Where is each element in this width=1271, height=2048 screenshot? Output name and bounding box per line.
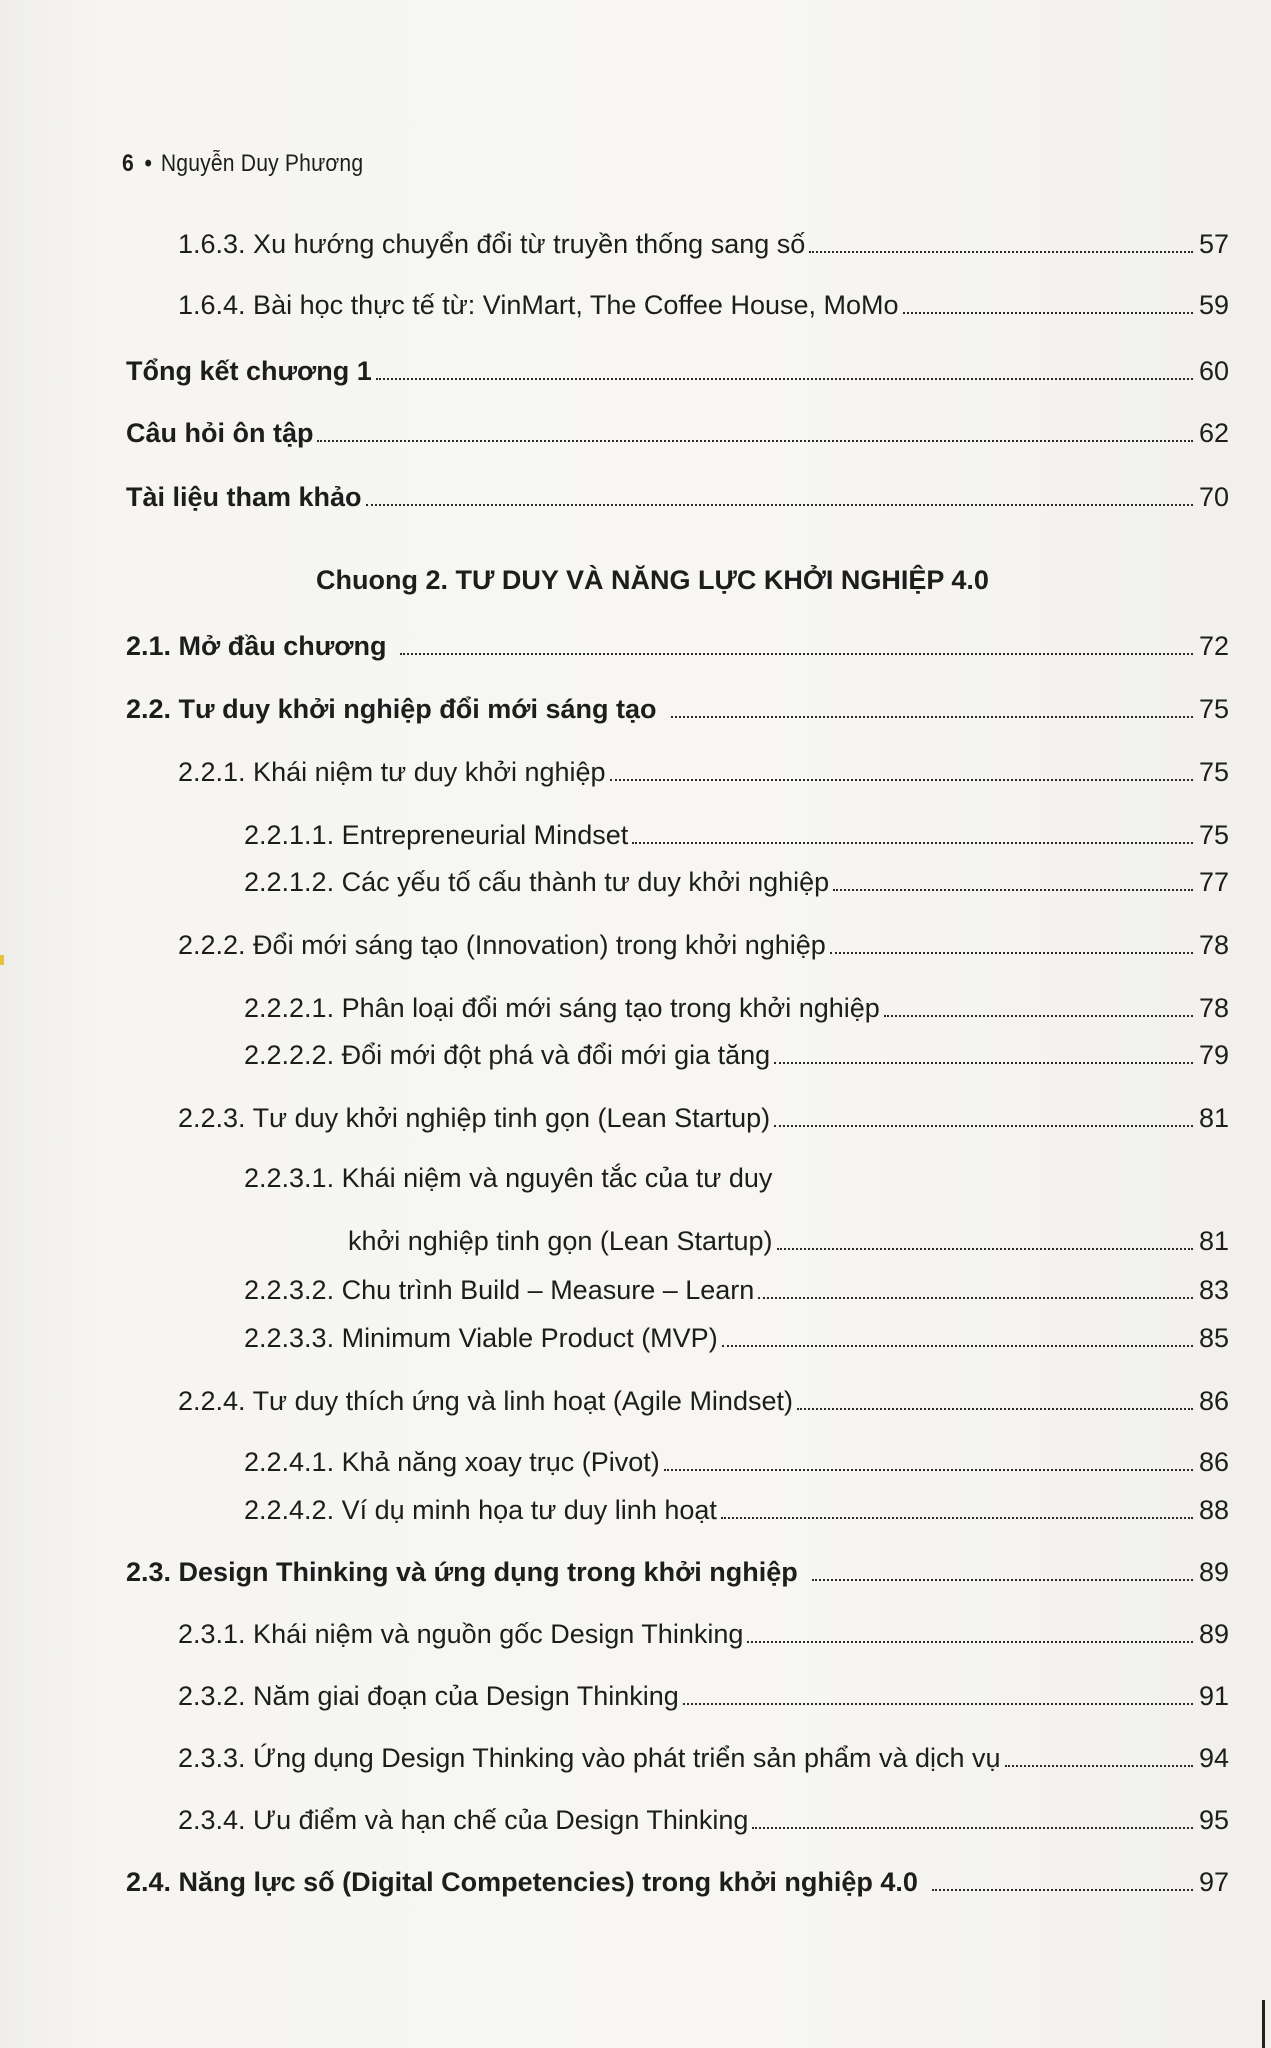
toc-entry: [244, 1160, 1229, 1196]
toc-entry: [178, 1100, 1229, 1136]
dot-leader: [884, 1014, 1193, 1017]
dot-leader: [752, 1826, 1193, 1829]
toc-entry-page: 62: [1198, 418, 1229, 448]
toc-entry-page: 91: [1198, 1681, 1229, 1711]
dot-leader: [400, 652, 1192, 655]
toc-entry-page: 75: [1198, 757, 1229, 787]
toc-entry-page: 94: [1198, 1743, 1229, 1773]
toc-entry-page: 85: [1198, 1323, 1229, 1353]
toc-entry: [244, 864, 1229, 900]
author-name: Nguyễn Duy Phương: [160, 150, 364, 177]
toc-entry-page: 86: [1198, 1386, 1229, 1416]
toc-entry-page: 89: [1198, 1557, 1229, 1587]
toc-entry-label: 2.2.1.1. Entrepreneurial Mindset: [244, 820, 629, 850]
toc-entry-page: 77: [1198, 867, 1229, 897]
toc-entry-label: 2.2.3. Tư duy khởi nghiệp tinh gọn (Lean Startup): [178, 1103, 771, 1133]
toc-entry-page: 86: [1198, 1447, 1229, 1477]
dot-leader: [809, 250, 1193, 253]
toc-entry: [126, 415, 1229, 451]
page-edge-mark: [1262, 2000, 1265, 2048]
toc-entry-label: 2.2.3.3. Minimum Viable Product (MVP): [244, 1323, 718, 1353]
toc-entry: [244, 1492, 1229, 1528]
toc-entry: [126, 1864, 1229, 1900]
toc-entry: [244, 1320, 1229, 1356]
toc-entry-label: 2.2.4.1. Khả năng xoay trục (Pivot): [244, 1447, 660, 1477]
toc-entry-label: 1.6.4. Bài học thực tế từ: VinMart, The Coffee House, MoMo: [178, 290, 899, 320]
toc-entry-page: 72: [1198, 631, 1229, 661]
toc-entry-label: khởi nghiệp tinh gọn (Lean Startup): [348, 1226, 773, 1256]
toc-entry: [178, 287, 1229, 323]
toc-entry: [126, 353, 1229, 389]
toc-entry-label: 2.2.2. Đổi mới sáng tạo (Innovation) trong khởi nghiệp: [178, 930, 826, 960]
toc-entry: [178, 1383, 1229, 1419]
toc-entry-label: 2.2.2.2. Đổi mới đột phá và đổi mới gia tăng: [244, 1040, 771, 1070]
toc-entry-label: 2.2.4. Tư duy thích ứng và linh hoạt (Agile Mindset): [178, 1386, 793, 1416]
toc-entry: [126, 1554, 1229, 1590]
dot-leader: [632, 841, 1193, 844]
toc-entry-page: 75: [1198, 820, 1229, 850]
toc-entry-label: 2.4. Năng lực số (Digital Competencies) trong khởi nghiệp 4.0: [126, 1867, 918, 1897]
toc-entry-page: 95: [1198, 1805, 1229, 1835]
toc-entry-label: 2.1. Mở đầu chương: [126, 631, 387, 661]
toc-entry-page: 75: [1198, 694, 1229, 724]
dot-leader: [671, 715, 1193, 718]
toc-entry-label: 2.2.1.2. Các yếu tố cấu thành tư duy khởi nghiệp: [244, 867, 830, 897]
toc-entry: [244, 1272, 1229, 1308]
toc-entry-page: 59: [1198, 290, 1229, 320]
dot-leader: [932, 1888, 1193, 1891]
page-number: 6: [122, 150, 134, 177]
dot-leader: [747, 1640, 1193, 1643]
chapter-heading-text: Chuong 2. TƯ DUY VÀ NĂNG LỰC KHỞI NGHIỆP 4.0: [316, 565, 989, 595]
toc-entry-page: 81: [1198, 1103, 1229, 1133]
toc-entry: [178, 1616, 1229, 1652]
toc-entry: [244, 1444, 1229, 1480]
toc-entry-label: Câu hỏi ôn tập: [126, 418, 314, 448]
toc-entry: [126, 628, 1229, 664]
toc-entry-label: 2.3.4. Ưu điểm và hạn chế của Design Thinking: [178, 1805, 749, 1835]
dot-leader: [1005, 1764, 1193, 1767]
dot-leader: [797, 1407, 1193, 1410]
toc-entry: [178, 1740, 1229, 1776]
dot-leader: [722, 1344, 1193, 1347]
dot-leader: [833, 888, 1193, 891]
dot-leader: [774, 1061, 1193, 1064]
dot-leader: [721, 1516, 1193, 1519]
dot-leader: [777, 1247, 1193, 1250]
toc-entry: [244, 990, 1229, 1026]
toc-entry-page: 97: [1198, 1867, 1229, 1897]
toc-entry: [178, 1802, 1229, 1838]
dot-leader: [317, 439, 1192, 442]
toc-entry-label: 2.3.1. Khái niệm và nguồn gốc Design Thinking: [178, 1619, 744, 1649]
toc-entry-label: 2.2.3.1. Khái niệm và nguyên tắc của tư duy: [244, 1163, 773, 1193]
toc-entry-page: 81: [1198, 1226, 1229, 1256]
toc-entry: [126, 479, 1229, 515]
toc-entry-label: 2.2.2.1. Phân loại đổi mới sáng tạo trong khởi nghiệp: [244, 993, 880, 1023]
toc-entry-page: 89: [1198, 1619, 1229, 1649]
toc-entry-label: 2.3. Design Thinking và ứng dụng trong khởi nghiệp: [126, 1557, 798, 1587]
toc-entry-label: 2.2.1. Khái niệm tư duy khởi nghiệp: [178, 757, 606, 787]
dot-leader: [664, 1468, 1193, 1471]
toc-entry-label: Tổng kết chương 1: [126, 356, 372, 386]
dot-leader: [610, 778, 1193, 781]
toc-entry: [178, 1678, 1229, 1714]
toc-entry: [126, 691, 1229, 727]
chapter-heading: [0, 562, 1271, 598]
toc-entry-page: 70: [1198, 482, 1229, 512]
toc-entry-label: 2.3.2. Năm giai đoạn của Design Thinking: [178, 1681, 679, 1711]
toc-entry-page: 78: [1198, 993, 1229, 1023]
toc-entry-page: 78: [1198, 930, 1229, 960]
dot-leader: [683, 1702, 1193, 1705]
toc-entry-label: 1.6.3. Xu hướng chuyển đổi từ truyền thống sang số: [178, 229, 806, 259]
dot-leader: [376, 377, 1193, 380]
toc-entry-label: 2.2.3.2. Chu trình Build – Measure – Learn: [244, 1275, 755, 1305]
toc-entry-label: 2.2.4.2. Ví dụ minh họa tư duy linh hoạt: [244, 1495, 717, 1525]
dot-leader: [758, 1296, 1193, 1299]
dot-leader: [903, 311, 1193, 314]
toc-entry: [178, 754, 1229, 790]
dot-leader: [830, 951, 1193, 954]
toc-entry: [244, 1037, 1229, 1073]
toc-entry-label: 2.2. Tư duy khởi nghiệp đổi mới sáng tạo: [126, 694, 657, 724]
header-bullet: •: [144, 150, 153, 177]
toc-entry: [244, 817, 1229, 853]
toc-entry-page: 79: [1198, 1040, 1229, 1070]
toc-entry: [178, 927, 1229, 963]
dot-leader: [812, 1578, 1193, 1581]
toc-entry-label: 2.3.3. Ứng dụng Design Thinking vào phát triển sản phẩm và dịch vụ: [178, 1743, 1001, 1773]
toc-entry-page: 57: [1198, 229, 1229, 259]
dot-leader: [774, 1124, 1193, 1127]
toc-entry-page: 60: [1198, 356, 1229, 386]
toc-entry-page: 88: [1198, 1495, 1229, 1525]
toc-entry-page: 83: [1198, 1275, 1229, 1305]
toc-entry-label: Tài liệu tham khảo: [126, 482, 362, 512]
dot-leader: [366, 503, 1193, 506]
toc-entry: [178, 226, 1229, 262]
toc-entry-continuation: [348, 1223, 1229, 1259]
